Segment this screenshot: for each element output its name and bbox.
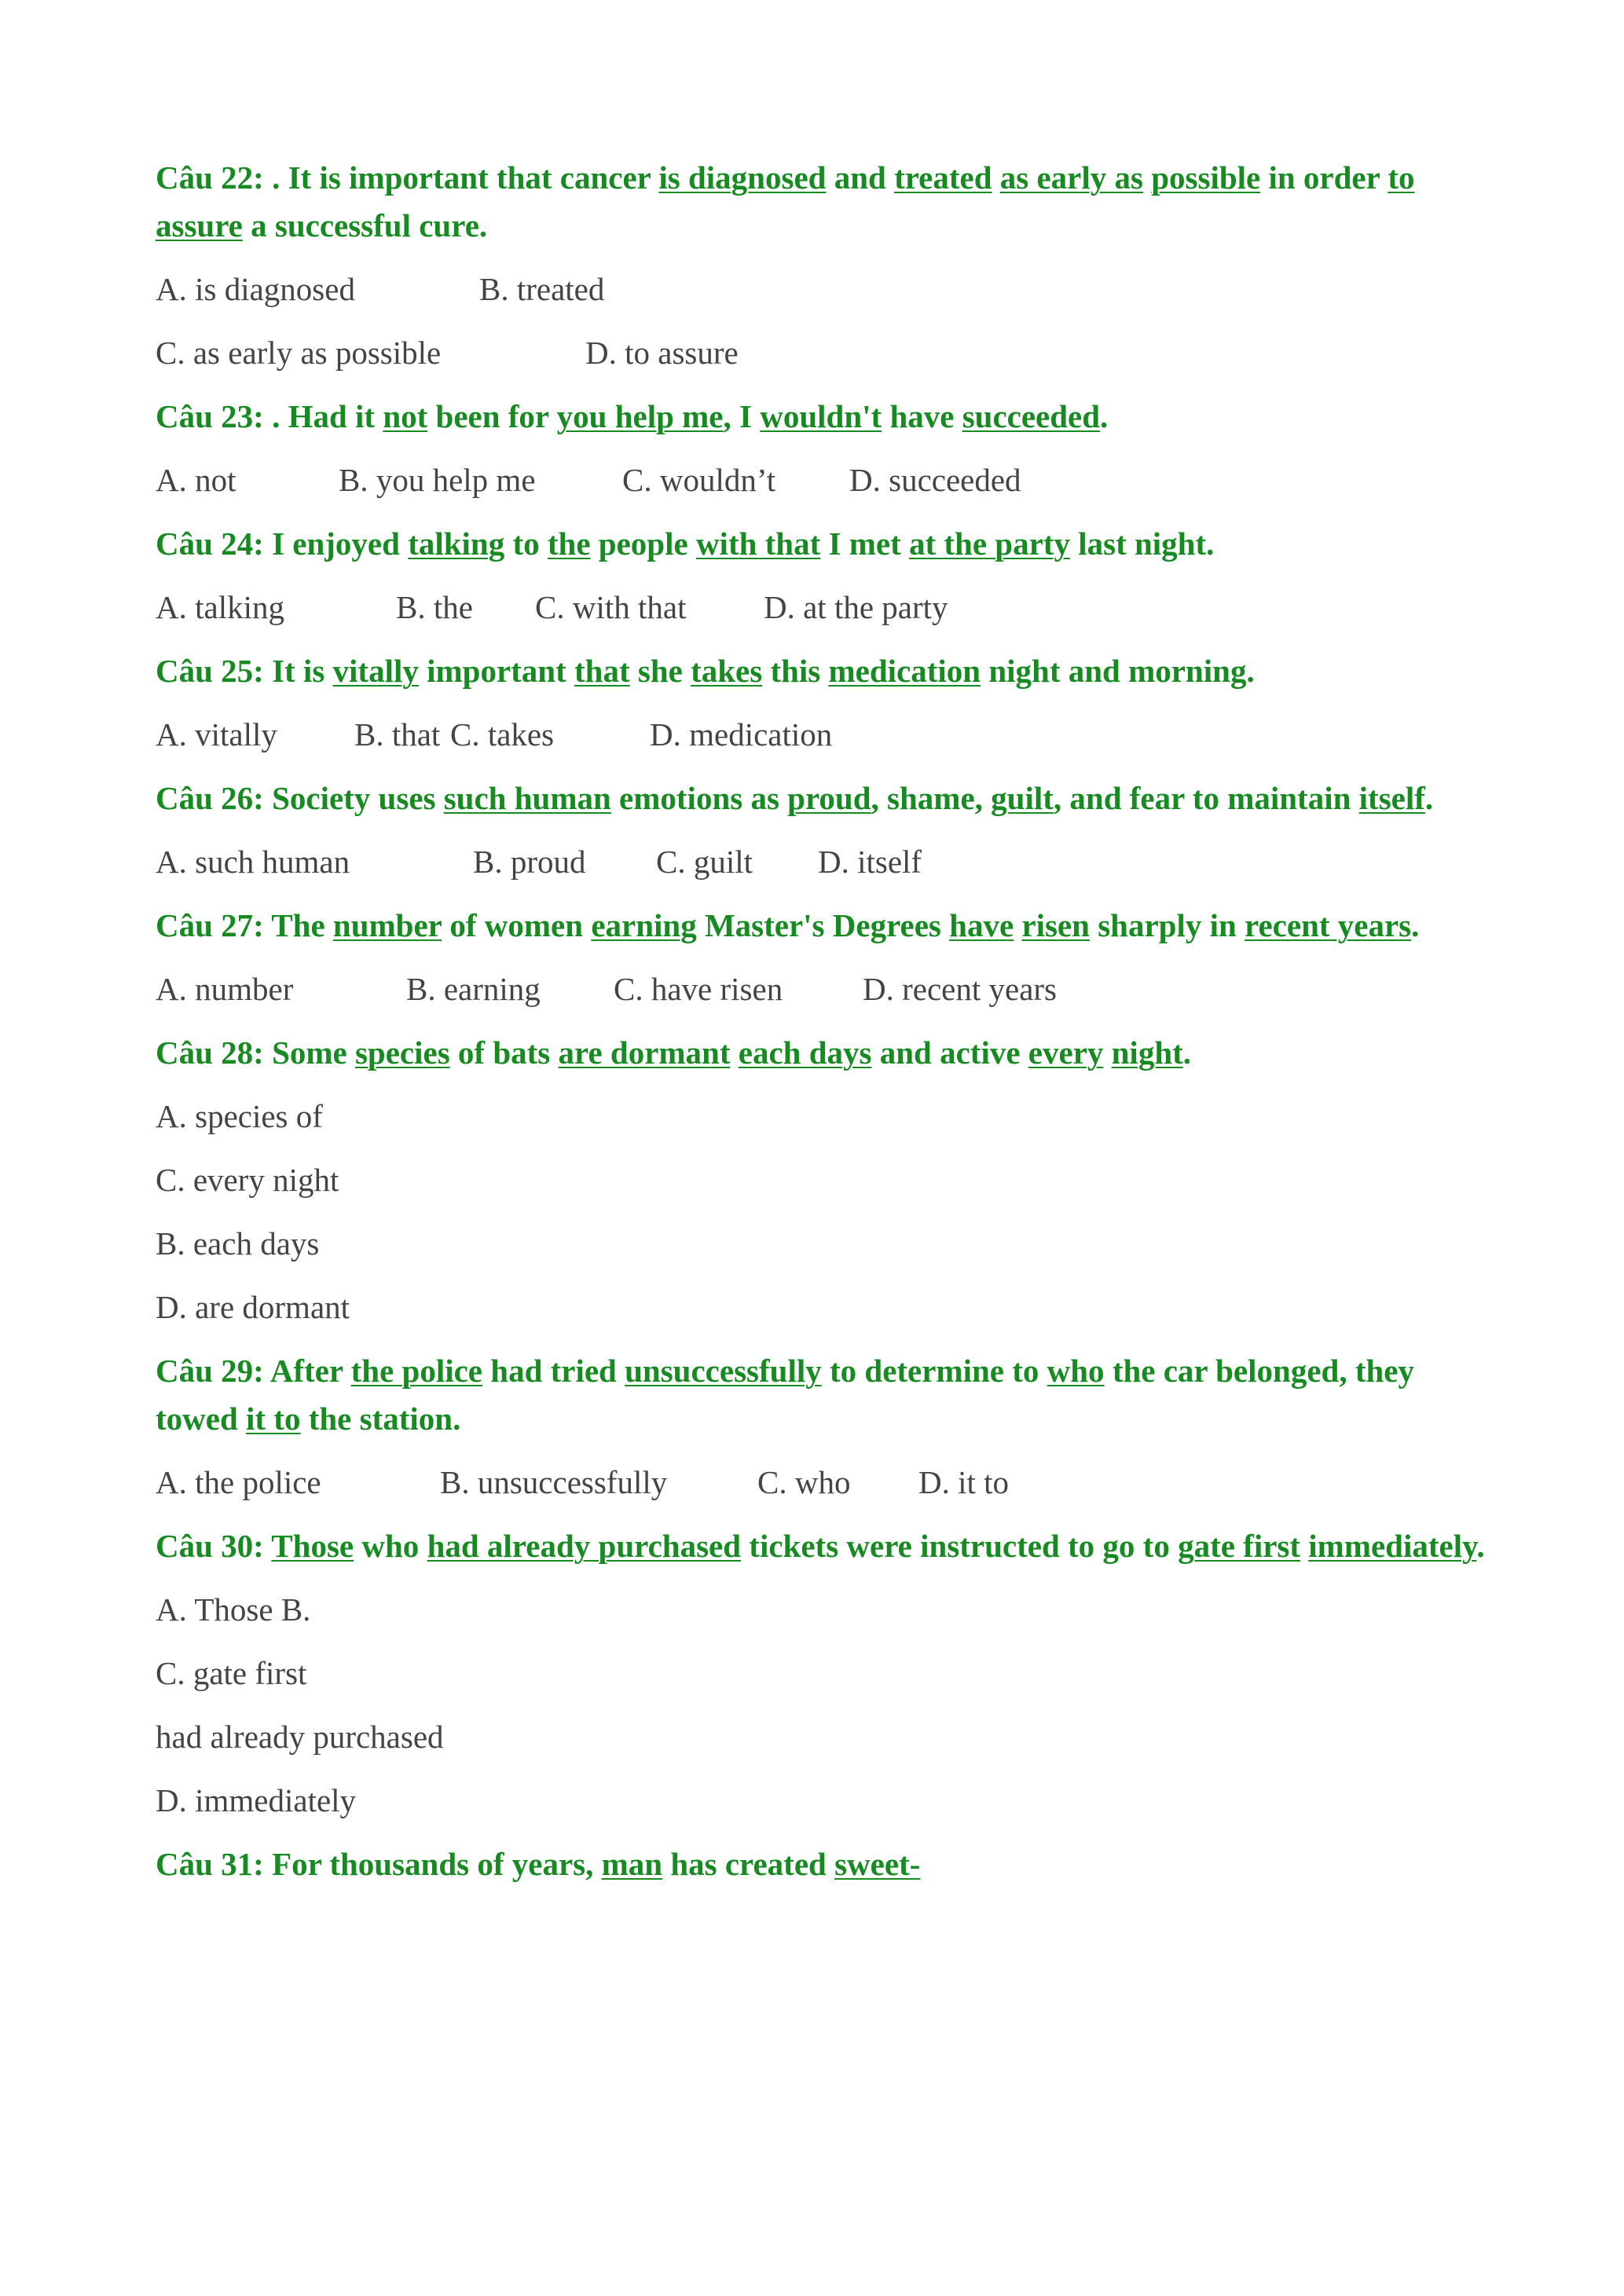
question-text: been for — [427, 398, 557, 434]
underlined-part: that — [574, 653, 630, 689]
option-line[interactable]: A. species of — [156, 1098, 323, 1134]
underlined-part: Those — [271, 1528, 354, 1564]
underlined-part: who — [1047, 1353, 1105, 1389]
question-text: and — [826, 159, 895, 196]
underlined-part: immediately — [1308, 1528, 1477, 1564]
underlined-part: number — [332, 907, 442, 943]
question-text: Câu 26: Society uses — [156, 780, 444, 816]
question-list — [156, 154, 1491, 1904]
question-text: who — [354, 1528, 427, 1564]
underlined-part: earning — [591, 907, 697, 943]
option-d[interactable]: D. at the party — [764, 589, 948, 625]
question-text: Câu 22: . It is important that cancer — [156, 159, 659, 196]
options-27 — [156, 965, 1491, 1013]
question-text: important — [418, 653, 575, 689]
underlined-part: each days — [738, 1034, 872, 1071]
question-28 — [156, 1029, 1491, 1077]
underlined-part: wouldn't — [760, 398, 882, 434]
question-text: a successful cure. — [242, 207, 488, 244]
question-text: . — [1476, 1528, 1485, 1564]
option-a[interactable]: A. number — [156, 971, 294, 1007]
underlined-part: the — [547, 525, 591, 562]
underlined-part: the police — [350, 1353, 483, 1389]
option-a[interactable]: A. the police — [156, 1464, 321, 1500]
underlined-part: risen — [1021, 907, 1090, 943]
question-text: have — [882, 398, 962, 434]
option-b[interactable]: B. unsuccessfully — [440, 1464, 668, 1500]
question-text — [992, 159, 1000, 196]
option-a[interactable]: A. talking — [156, 589, 284, 625]
option-b[interactable]: B. that — [354, 716, 441, 753]
question-text: . — [1182, 1034, 1192, 1071]
underlined-part: possible — [1151, 159, 1261, 196]
underlined-part: it to — [246, 1401, 301, 1437]
underlined-part: every — [1028, 1034, 1104, 1071]
options-25 — [156, 711, 1491, 759]
underlined-part: have — [949, 907, 1014, 943]
underlined-part: talking — [408, 525, 505, 562]
underlined-part: night — [1111, 1034, 1183, 1071]
question-text: Câu 28: Some — [156, 1034, 355, 1071]
question-text: Câu 25: It is — [156, 653, 333, 689]
option-c[interactable]: C. as early as possible — [156, 335, 442, 371]
underlined-part: proud — [787, 780, 871, 816]
question-25 — [156, 647, 1491, 695]
option-c[interactable]: C. takes — [450, 716, 555, 753]
underlined-part: are dormant — [558, 1034, 731, 1071]
option-line[interactable]: had already purchased — [156, 1719, 444, 1755]
underlined-part: you help me — [556, 398, 724, 434]
underlined-part: had already purchased — [427, 1528, 742, 1564]
question-text: Master's Degrees — [696, 907, 950, 943]
option-line[interactable]: B. each days — [156, 1225, 320, 1262]
question-text: , and fear to maintain — [1053, 780, 1359, 816]
option-c[interactable]: C. wouldn’t — [622, 462, 776, 498]
question-text: Câu 23: . Had it — [156, 398, 383, 434]
question-text: had tried — [482, 1353, 625, 1389]
question-text — [1103, 1034, 1111, 1071]
option-b[interactable]: B. the — [396, 589, 473, 625]
underlined-part: medication — [828, 653, 981, 689]
question-text: to determine to — [821, 1353, 1047, 1389]
underlined-part: is diagnosed — [658, 159, 827, 196]
question-27 — [156, 902, 1491, 950]
question-text — [1300, 1528, 1308, 1564]
underlined-part: with that — [695, 525, 821, 562]
question-30 — [156, 1522, 1491, 1570]
underlined-part: recent years — [1245, 907, 1412, 943]
question-26 — [156, 774, 1491, 822]
question-text: of bats — [449, 1034, 559, 1071]
option-d[interactable]: D. to assure — [585, 335, 739, 371]
options-22-row1 — [156, 265, 1491, 313]
options-24 — [156, 584, 1491, 632]
underlined-part: sweet- — [834, 1846, 921, 1882]
question-text: night and morning. — [981, 653, 1255, 689]
question-text: I met — [820, 525, 909, 562]
options-26 — [156, 838, 1491, 886]
option-d[interactable]: D. it to — [918, 1464, 1010, 1500]
underlined-part: treated — [894, 159, 992, 196]
question-text: has created — [662, 1846, 835, 1882]
option-c[interactable]: C. with that — [535, 589, 687, 625]
question-29 — [156, 1347, 1491, 1443]
question-text: this — [762, 653, 829, 689]
option-a[interactable]: A. vitally — [156, 716, 277, 753]
question-text: of women — [442, 907, 592, 943]
option-a[interactable]: A. not — [156, 462, 236, 498]
question-text — [1014, 907, 1021, 943]
question-text: Câu 24: I enjoyed — [156, 525, 409, 562]
options-29 — [156, 1459, 1491, 1507]
underlined-part: at the party — [909, 525, 1070, 562]
underlined-part: vitally — [332, 653, 419, 689]
question-text: Câu 29: After — [156, 1353, 351, 1389]
option-d[interactable]: D. recent years — [863, 971, 1058, 1007]
underlined-part: unsuccessfully — [625, 1353, 822, 1389]
option-d[interactable]: D. succeeded — [849, 462, 1021, 498]
option-c[interactable]: C. have risen — [614, 971, 783, 1007]
question-text: . — [1424, 780, 1434, 816]
options-22-row2 — [156, 329, 1491, 377]
underlined-part: species — [354, 1034, 450, 1071]
options-23 — [156, 456, 1491, 504]
option-d[interactable]: D. medication — [650, 716, 833, 753]
question-22 — [156, 154, 1491, 250]
underlined-part: man — [601, 1846, 663, 1882]
question-text: . — [1100, 398, 1109, 434]
question-text: emotions as — [610, 780, 788, 816]
option-line[interactable]: A. Those B. — [156, 1591, 311, 1628]
question-24 — [156, 520, 1491, 568]
underlined-part: such human — [443, 780, 611, 816]
underlined-part: succeeded — [962, 398, 1101, 434]
option-b[interactable]: B. earning — [406, 971, 541, 1007]
question-23 — [156, 393, 1491, 441]
option-b[interactable]: B. you help me — [339, 462, 536, 498]
question-text: last night. — [1069, 525, 1215, 562]
question-text: she — [629, 653, 691, 689]
question-text: in order — [1260, 159, 1388, 196]
option-line[interactable]: C. gate first — [156, 1655, 307, 1691]
option-a[interactable]: A. such human — [156, 844, 350, 880]
underlined-part: gate first — [1178, 1528, 1301, 1564]
question-text: . — [1411, 907, 1420, 943]
option-d[interactable]: D. itself — [818, 844, 922, 880]
underlined-part: itself — [1358, 780, 1425, 816]
option-line[interactable]: D. immediately — [156, 1782, 357, 1818]
question-text: , I — [723, 398, 761, 434]
question-text: Câu 30: — [156, 1528, 272, 1564]
underlined-part: takes — [691, 653, 763, 689]
option-b[interactable]: B. proud — [473, 844, 586, 880]
question-text: tickets were instructed to go to — [741, 1528, 1179, 1564]
question-text — [1143, 159, 1151, 196]
question-text: Câu 27: The — [156, 907, 333, 943]
underlined-part: not — [383, 398, 428, 434]
underlined-part: to assure — [156, 159, 1415, 244]
question-text: Câu 31: For thousands of years, — [156, 1846, 602, 1882]
question-text: the car belonged, they towed — [156, 1353, 1414, 1437]
question-text: and active — [871, 1034, 1028, 1071]
question-text: to — [504, 525, 548, 562]
option-line[interactable]: C. every night — [156, 1162, 339, 1198]
option-c[interactable]: C. guilt — [656, 844, 753, 880]
question-31 — [156, 1840, 1491, 1888]
option-b[interactable]: B. treated — [479, 271, 605, 307]
underlined-part: guilt — [991, 780, 1054, 816]
question-text: , shame, — [871, 780, 992, 816]
question-text — [731, 1034, 739, 1071]
option-line[interactable]: D. are dormant — [156, 1289, 350, 1325]
question-text: people — [590, 525, 696, 562]
option-a[interactable]: A. is diagnosed — [156, 271, 355, 307]
question-text: sharply in — [1089, 907, 1245, 943]
question-text: the station. — [300, 1401, 461, 1437]
underlined-part: as early as — [999, 159, 1143, 196]
option-c[interactable]: C. who — [757, 1464, 851, 1500]
